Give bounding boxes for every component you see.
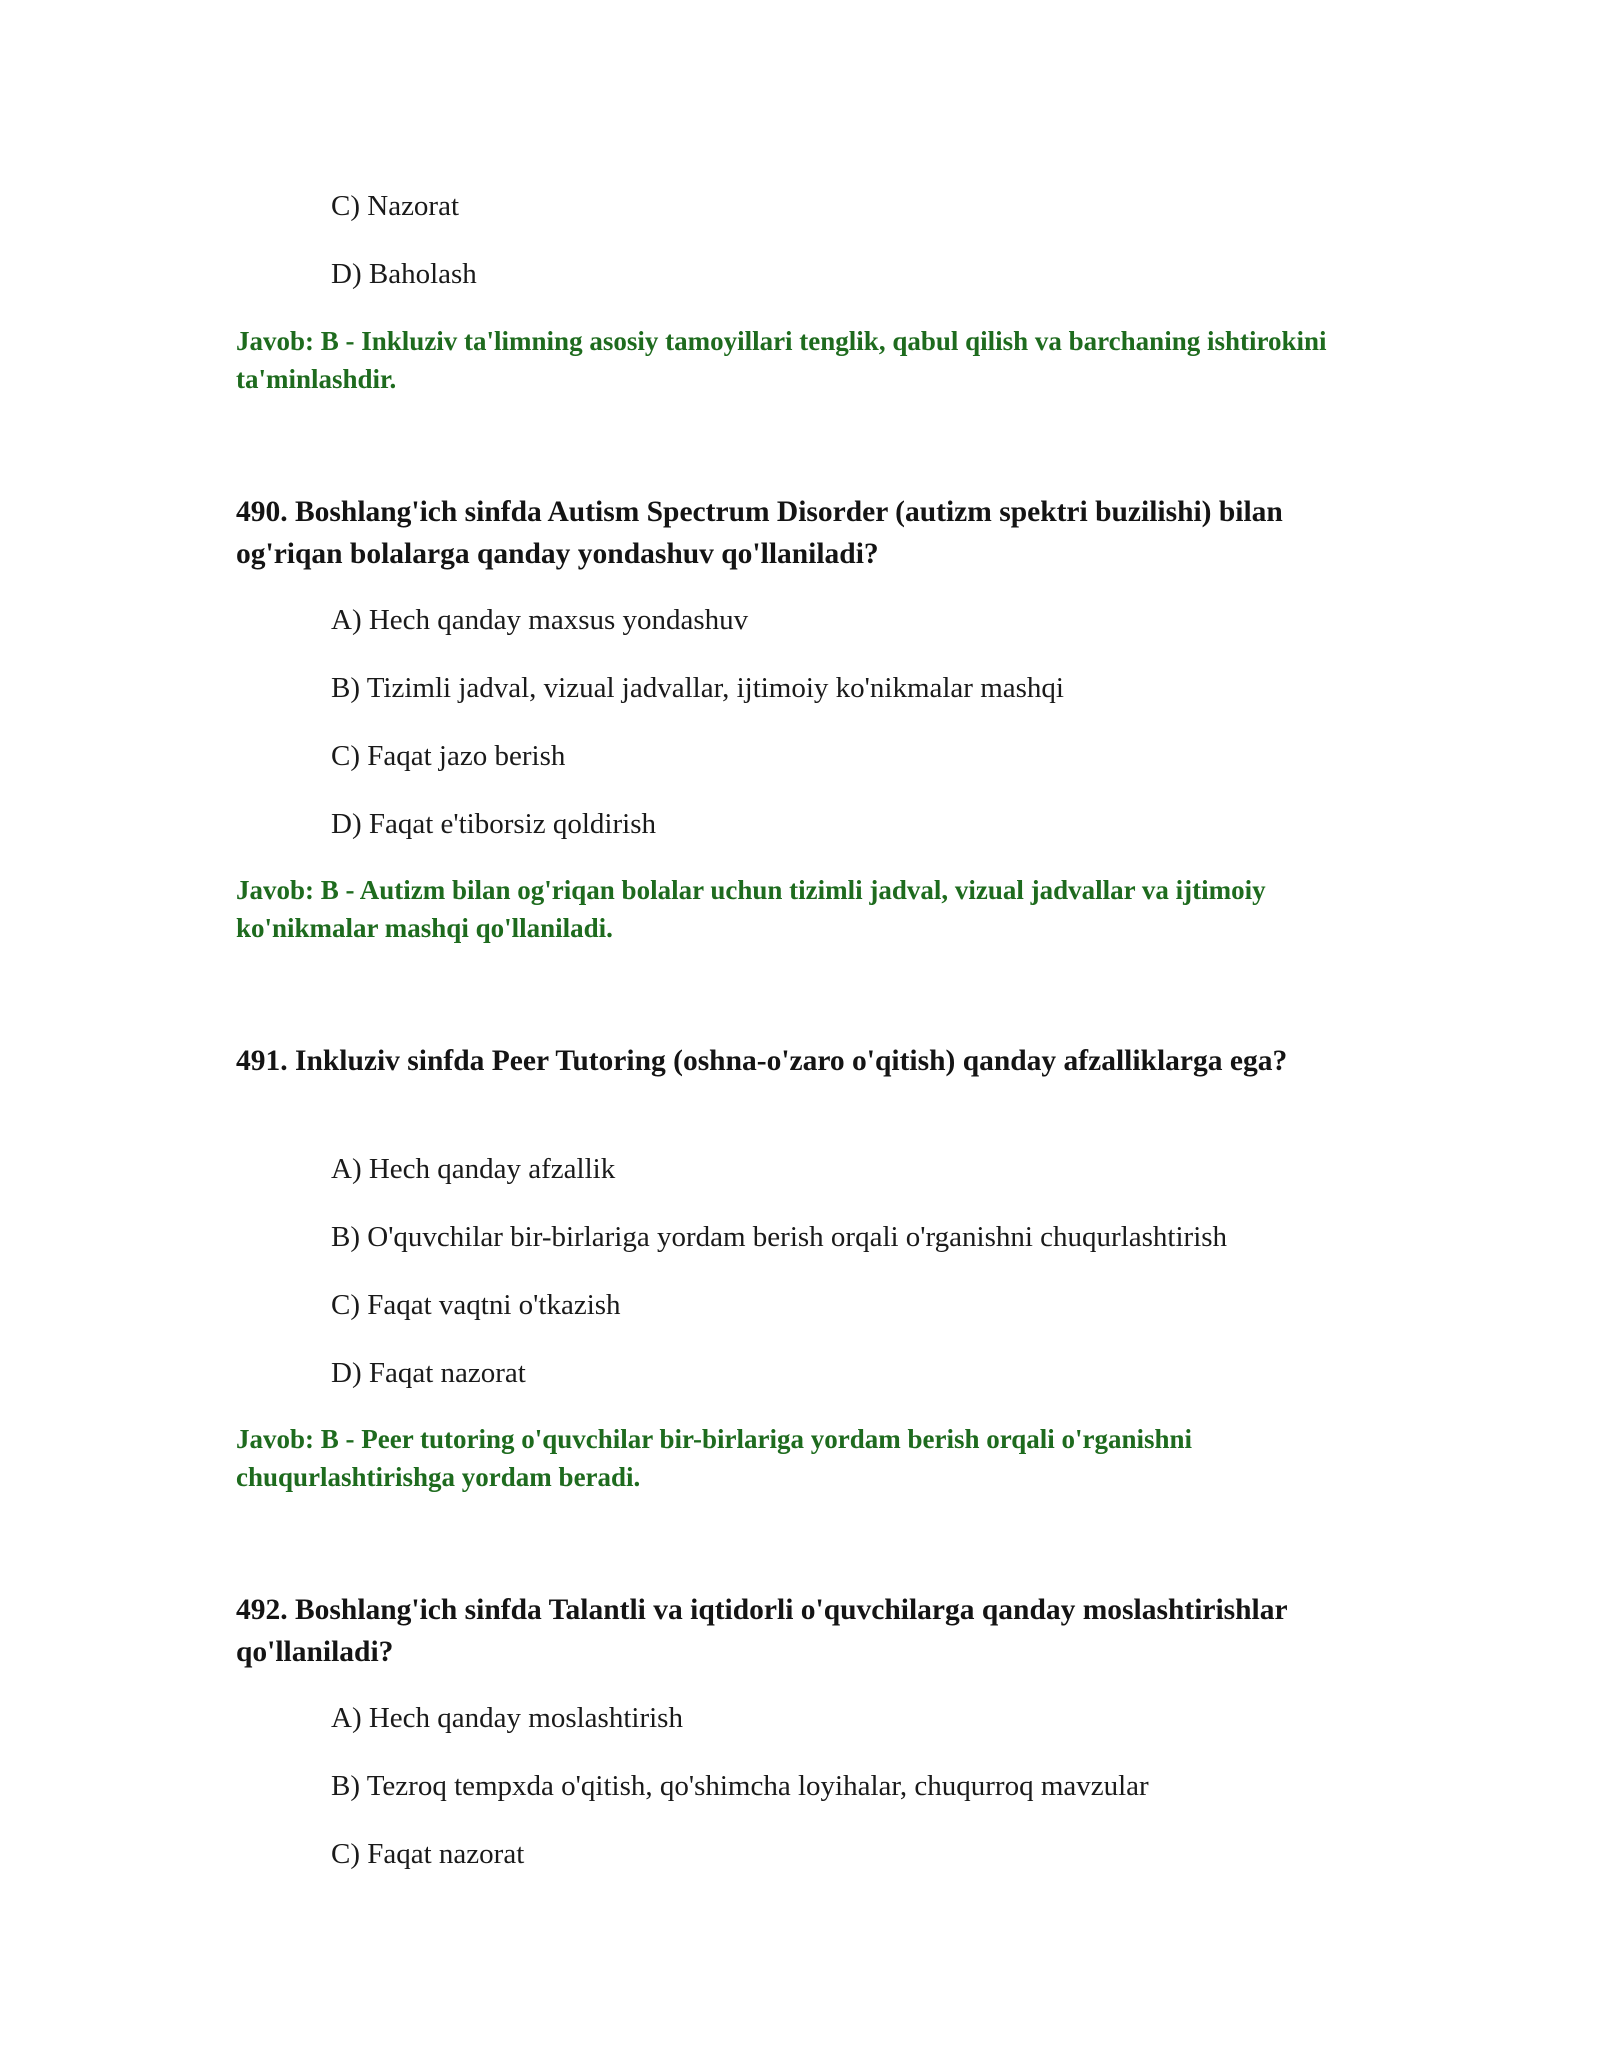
option-d: D) Baholash: [331, 258, 477, 290]
option-d: D) Faqat nazorat: [331, 1357, 526, 1389]
option-c: C) Faqat nazorat: [331, 1838, 525, 1870]
option-b: B) O'quvchilar bir-birlariga yordam berish orqali o'rganishni chuqurlashtirish: [331, 1221, 1228, 1253]
question-491: 491. Inkluziv sinfda Peer Tutoring (oshna-o'zaro o'qitish) qanday afzalliklarga ega?: [236, 1045, 1288, 1077]
option-c: C) Nazorat: [331, 190, 460, 222]
question-492: 492. Boshlang'ich sinfda Talantli va iqtidorli o'quvchilarga qanday moslashtirishlar qo'llaniladi?: [236, 1594, 1288, 1668]
question-490: 490. Boshlang'ich sinfda Autism Spectrum Disorder (autizm spektri buzilishi) bilan og'riqan bolalarga qanday yondashuv qo'llaniladi?: [236, 496, 1283, 570]
option-b: B) Tizimli jadval, vizual jadvallar, ijtimoiy ko'nikmalar mashqi: [331, 672, 1064, 704]
option-b: B) Tezroq tempxda o'qitish, qo'shimcha loyihalar, chuqurroq mavzular: [331, 1770, 1149, 1802]
answer-text: Javob: B - Inkluziv ta'limning asosiy tamoyillari tenglik, qabul qilish va barchaning ishtirokini ta'minlashdir.: [236, 326, 1327, 394]
answer-text: Javob: B - Autizm bilan og'riqan bolalar uchun tizimli jadval, vizual jadvallar va ijtimoiy ko'nikmalar mashqi qo'llaniladi.: [236, 875, 1266, 943]
option-a: A) Hech qanday moslashtirish: [331, 1702, 683, 1734]
option-a: A) Hech qanday maxsus yondashuv: [331, 604, 749, 636]
option-c: C) Faqat vaqtni o'tkazish: [331, 1289, 621, 1321]
option-c: C) Faqat jazo berish: [331, 740, 566, 772]
option-a: A) Hech qanday afzallik: [331, 1153, 616, 1185]
answer-text: Javob: B - Peer tutoring o'quvchilar bir-birlariga yordam berish orqali o'rganishni chuqurlashtirishga yordam beradi.: [236, 1424, 1193, 1492]
option-d: D) Faqat e'tiborsiz qoldirish: [331, 808, 656, 840]
